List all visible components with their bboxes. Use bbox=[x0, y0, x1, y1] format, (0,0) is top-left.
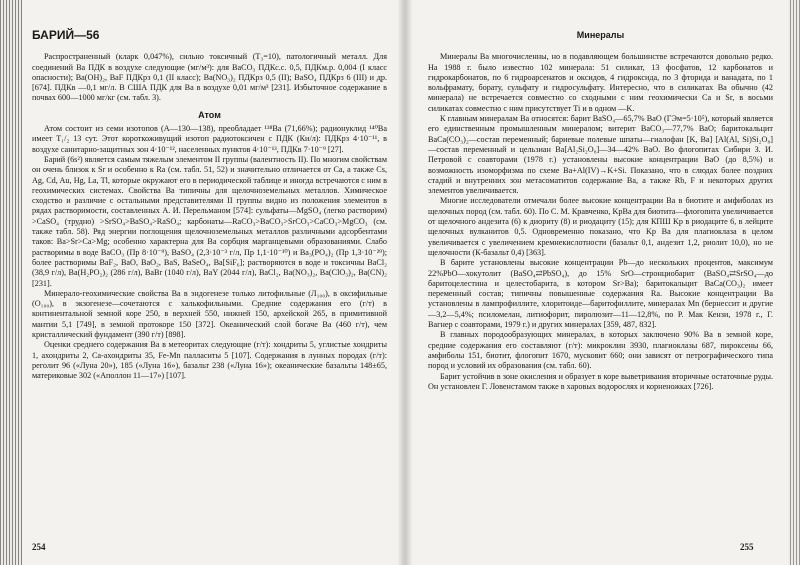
page-number-left: 254 bbox=[32, 542, 46, 552]
page-edge-right bbox=[788, 0, 800, 565]
minerals-paragraph-6: Барит устойчив в зоне окисления и образует в коре выветривания вторичные остаточные руды. Он установлен Г. Ловенстамом также в харовых водорослях и корненожках [726]. bbox=[428, 371, 773, 391]
right-page bbox=[428, 30, 773, 392]
book-gutter bbox=[398, 0, 412, 565]
element-title: БАРИЙ—56 bbox=[32, 28, 100, 42]
minerals-paragraph-5: В главных породообразующих минералах, в которых заключено 90% Ва в земной коре, средние содержания его составляют (г/т): микроклин 3930, плагиоклазы 687, пироксены 66, амфиболы 151, биотит, флогопит 1670, мусковит 660; они зависят от петрографического типа пород и условий их образования (см. табл. 60). bbox=[428, 330, 773, 371]
atom-paragraph-2: Барий (6s²) является самым тяжелым элементом II группы (валентность II). По многим свойствам он очень близок к Sr и особенно к Ra (см. табл. 51, 52) и значительно отличается от Са, а также Cs, Ag, Cd, Au, Hg, La, Tl, которые окружают его в периодической таблице и иногда встречаются с ним в геохимических системах. Свойства Ва типичны для щелочноземельных металлов. Химическое сходство и различие с остальными представителями II группы видно из положения элементов в рядах растворимости, составленных А. И. Перельманом [574]: сульфаты—MgSO₄ (легко растворим) >CaSO₄ (трудно) >SrSO₄>BaSO₄>RaSO₄; карбонаты—RaCO₃>BaCO₃>SrCO₃>CaCO₃>MgCO₃ (см. также табл. 58). Ряд энергии поглощения щелочноземельных металлов различными адсорбентами таков: Ва>Sr>Са>Mg; особенно характерна для Ва сорбция марганцевыми образованиями. Слабо растворимы в воде BaCO₃ (Пр 8·10⁻⁹), BaSO₄ (2,3·10⁻³ г/л, Пр 1,1·10⁻¹⁰) и Ba₃(PO₄)₂ (Пр 1,3·10⁻²⁹); более растворимы BaF₂, BaO, BaO₂, BaS, BaSeO₄, Ba[SiF₆]; растворяются в воде и токсичны BaCl₂ (38,9 г/л), Ba(H₂PO₂)₂ (286 г/л), BaBr (1040 г/л), BaY (2044 г/л), BaCl₂, Ba(NO₃)₂, Ba(ClO₃)₂, Ba(CN)₂ [231]. bbox=[32, 154, 387, 288]
atom-paragraph-3: Минерало-геохимические свойства Ва в эндогенезе только литофильные (Л₁₀₀), в оксифильные (О₁₀₀), в экзогенезе—сочетаются с халькофильными. Средние содержания его (г/т) в континентальной земной коре 250, в верхней 550, нижней 150, архейской 265, в примитивной мантии 5,1 [749], в земной протокоре 150 [372]. Океанический слой богаче Ва (460 г/т), чем кристаллический фундамент (390 г/т) [898]. bbox=[32, 288, 387, 340]
page-number-right: 255 bbox=[740, 542, 754, 552]
intro-paragraph: Распространенный (кларк 0,047%), сильно токсичный (Т₃=10), патологичный металл. Для соединений Ва ПДК в воздухе следующие (мг/м³): для ВаСО₃ ПДКс.с. 0,5, ПДКм.р. 0,004 (I класс опасности); Ва(ОН)₂, ВаF ПДКрз 0,1 (II класс); Ва(NO₃)₂ ПДКрз 0,5 (II); BaSO₄ ПДКрз 6 (III) и др. [674]. ПДКв —0,1 мг/л. В США ПДК для Ва в воздухе 0,01 мг/м³ [231]. Избыточное содержание в почвах 600—1000 мг/кг (см. табл. 3). bbox=[32, 52, 387, 103]
left-page bbox=[32, 30, 387, 382]
atom-paragraph-1: Атом состоит из семи изотопов (A—130—138), преобладает ¹³⁸Ва (71,66%); радионуклид ¹⁴⁰Ва имеет T₁/₂ 13 сут. Этот короткоживущий изотоп радиотоксичен с ПДК (Ки/л): ПДКрз 4·10⁻¹¹, в воздухе санитарно-защитных зон 4·10⁻¹², населенных пунктов 4·10⁻¹³, ПДКв 7·10⁻⁹ [27]. bbox=[32, 124, 387, 154]
section-heading-minerals: Минералы bbox=[576, 30, 625, 40]
atom-paragraph-4: Оценки среднего содержания Ва в метеоритах следующие (г/т): хондриты 5, углистые хондриты 1, ахондриты 2, Са-ахондриты 35, Fe-Mn палласиты 5 [107]. Содержания в лунных породах (г/т): реголит 96 («Луна 20»), 185 («Луна 16»), базальт 238 («Луна 16»); океанические базальты 148±65, материковые 302 («Аполлон 11—17») [107]. bbox=[32, 340, 387, 381]
section-heading-atom: Атом bbox=[198, 109, 221, 120]
minerals-paragraph-4: В барите установлены высокие концентрации Pb—до нескольких процентов, максимум 22%PbO—хокутолит (BaSO₄⇄PbSO₄), до 15% SrO—стронциобарит (BaSO₄⇄SrSO₄—до баритоцелестина и целестобарита, в котором Sr>Ba); баритокальцит BaCa(CO₃)₂ имеет переменный состав; типичны повышенные содержания Ra. Высокие концентрации Ва установлены в лампрофиллите, хлоритоиде—баритофиллите, минералах Mn (бернессит и другие—3,2—5,4%; псиломелан, литиофорит, пиролюзит—11—12,8%, по Р. Мак Кензи, 1978 г., Г. Вагнер с соавторами, 1979 г.) и других минералах [359, 487, 832]. bbox=[428, 258, 773, 330]
page-edge-left bbox=[0, 0, 22, 565]
minerals-paragraph-1: Минералы Ва многочисленны, но в подавляющем большинстве встречаются довольно редко. На 1988 г. было известно 102 минерала: 51 силикат, 13 фосфатов, 12 карбонатов и гидрокарбонатов, по 6 гидроарсенатов и оксидов, 4 гидроксида, по 3 фторида и ванадата, по 1 вольфрамату, борату, сульфату и гидросульфату. Интересно, что в силикатах Ва обычно (42 минерала) не встречается совместно со сходными с ним геохимически Са и Sr, в восьми силикатах совместно с ним присутствует Ti и в одном —K. bbox=[428, 52, 773, 113]
minerals-paragraph-3: Многие исследователи отмечали более высокие концентрации Ва в биотите и амфиболах из щелочных пород (см. табл. 60). По С. М. Кравченко, KрВа для биотита—флогопита увеличивается от щелочного андезита (6) к диориту (8) и риодациту (15); для КПШ Kр в риодаците 6, в лейците щелочных вулканитов 0,5. Одновременно показано, что Kр Ва для плагиоклаза в целом увеличивается с увеличением кремнекислотности (базальт 0,1, андезит 1,2, риолит 10,0), но не щелочности (К-базальт 0,4) [363]. bbox=[428, 196, 773, 257]
minerals-paragraph-2: К главным минералам Ва относятся: барит BaSO₄—65,7% BaO (ГЭм=5·10⁵), который является его единственным промышленным минералом; витерит BaCO₃—77,7% BaO; баритокальцит BaCa(CO₃)₂—состав переменный; бариевые полевые шпаты—гиалофан [K, Ba] [Al(Al, Si)Si₂O₈]—состав переменный и цельзиан Ba[Al₂Si₂O₈]—34—42% BaO. Во флогопитах Сибири З. И. Петровой с соавторами (1978 г.) установлены высокие концентрации BaO (до 8,5%) и возможность изоморфизма по схеме Ba+Al(IV)→K+Si. Показано, что в слюдах более поздних стадий и внутренних зон метасоматитов содержание Ва, а также Rb, F и некоторых других элементов увеличивается. bbox=[428, 114, 773, 196]
